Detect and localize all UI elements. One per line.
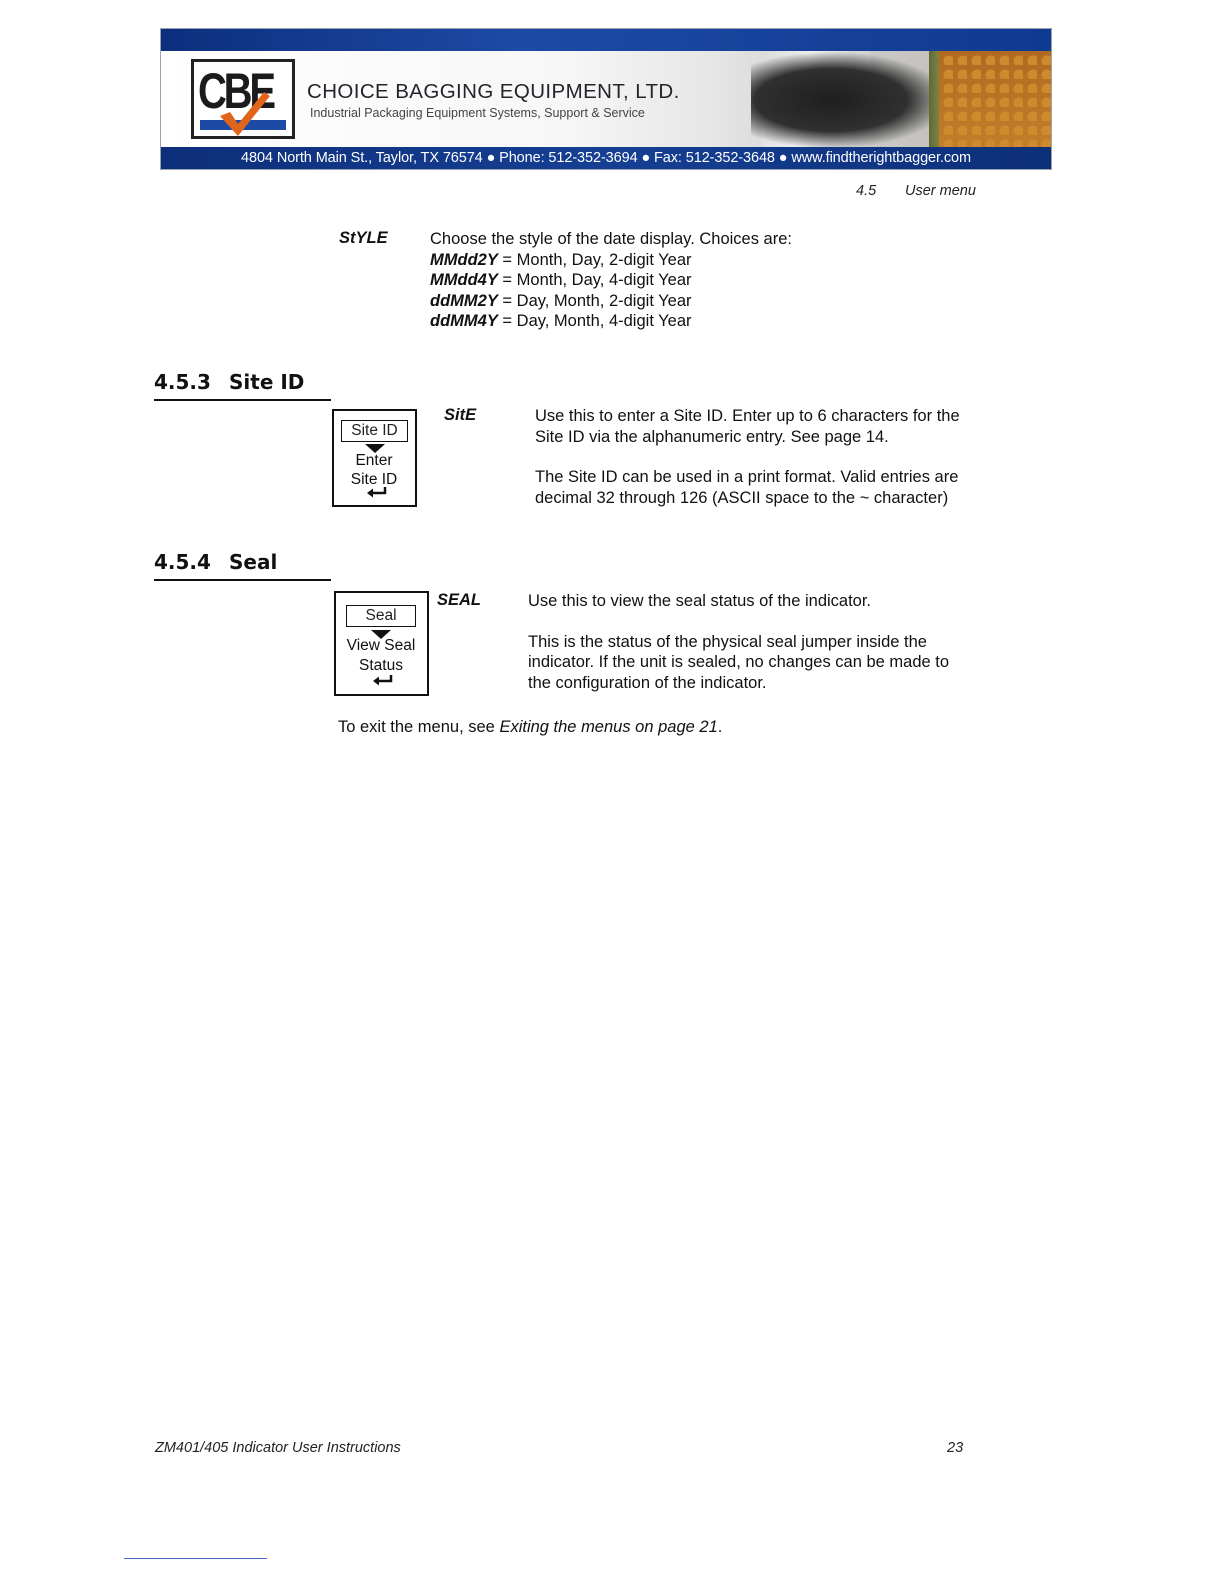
heading-underline	[154, 579, 331, 581]
banner-top-bar	[161, 29, 1051, 51]
logo-letters: CBE	[198, 63, 273, 119]
exit-menu-link[interactable]: Exiting the menus on page 21	[499, 718, 718, 736]
section-heading-seal: 4.5.4 Seal	[154, 550, 278, 574]
menu-key-label: Seal	[346, 605, 416, 627]
site-para-2: The Site ID can be used in a print format. Valid entries are decimal 32 through 126 (ASCII space to the ~ character)	[535, 468, 959, 507]
seal-menu-key	[334, 591, 429, 696]
menu-key-label: Site ID	[341, 420, 408, 442]
style-option: MMdd4Y = Month, Day, 4-digit Year	[430, 271, 692, 289]
company-banner	[160, 28, 1052, 170]
banner-photo-black-granules	[751, 51, 951, 149]
site-para-1: Use this to enter a Site ID. Enter up to 6 characters for the Site ID via the alphanumeric entry. See page 14.	[535, 407, 960, 446]
running-header-title: User menu	[905, 183, 976, 199]
style-option: MMdd2Y = Month, Day, 2-digit Year	[430, 250, 692, 269]
checkmark-icon	[216, 90, 272, 138]
site-term: SitE	[444, 406, 477, 424]
banner-photo-beans	[939, 51, 1051, 149]
seal-description	[528, 591, 988, 693]
seal-term: SEAL	[437, 591, 482, 609]
menu-key-line-1: View Seal	[346, 637, 416, 654]
site-description	[535, 406, 985, 508]
menu-key-line-2: Status	[359, 657, 403, 674]
company-logo	[191, 59, 295, 139]
menu-key-line-1: Enter	[355, 452, 393, 469]
menu-key-line-2: Site ID	[350, 471, 398, 488]
site-id-menu-key	[332, 409, 417, 507]
heading-underline	[154, 399, 331, 401]
style-description	[430, 229, 792, 332]
seal-para-2: This is the status of the physical seal jumper inside the indicator. If the unit is sealed, no changes can be made to the configuration of the indicator.	[528, 632, 950, 692]
company-name: CHOICE BAGGING EQUIPMENT, LTD.	[307, 80, 680, 103]
enter-icon	[366, 486, 388, 498]
contact-line: 4804 North Main St., Taylor, TX 76574 ● Phone: 512-352-3694 ● Fax: 512-352-3648 ● www.findtherightbagger.com	[161, 147, 1051, 169]
style-option: ddMM4Y = Day, Month, 4-digit Year	[430, 312, 692, 330]
running-header	[856, 183, 976, 199]
style-intro: Choose the style of the date display. Choices are:	[430, 230, 792, 248]
company-tagline: Industrial Packaging Equipment Systems, Support & Service	[310, 106, 645, 120]
style-option: ddMM2Y = Day, Month, 2-digit Year	[430, 291, 692, 310]
section-heading-site-id: 4.5.3 Site ID	[154, 370, 305, 394]
footnote-rule	[124, 1558, 267, 1559]
footer-page-number: 23	[947, 1440, 964, 1456]
footer-document-title: ZM401/405 Indicator User Instructions	[155, 1440, 401, 1456]
exit-note: To exit the menu, see Exiting the menus on page 21.	[338, 718, 723, 736]
enter-icon	[372, 674, 394, 686]
running-header-section: 4.5	[856, 183, 877, 199]
style-term: StYLE	[339, 229, 388, 247]
seal-para-1: Use this to view the seal status of the indicator.	[528, 592, 872, 610]
